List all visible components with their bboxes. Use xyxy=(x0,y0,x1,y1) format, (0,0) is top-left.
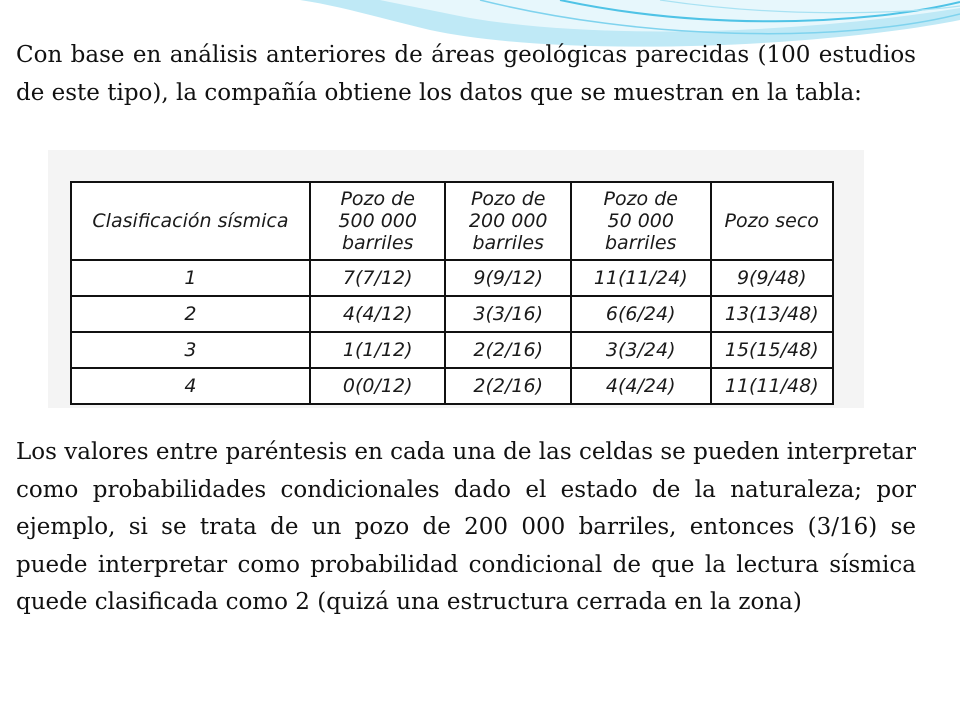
table-cell: 3 xyxy=(71,332,310,368)
table-cell: 7(7/12) xyxy=(310,260,446,296)
table-cell: 1(1/12) xyxy=(310,332,446,368)
table-cell: 2(2/16) xyxy=(445,368,570,404)
table-row xyxy=(71,332,833,368)
explanation-paragraph: Los valores entre paréntesis en cada una de las celdas se pueden interpretar como probabilidades condicionales dado el estado de la naturaleza; por ejemplo, si se trata de un pozo de 200 000 barriles, entonces (3/16) se puede interpretar como probabilidad condicional de que la lectura sísmica quede clasificada como 2 (quizá una estructura cerrada en la zona) xyxy=(16,439,917,615)
table-cell: 4 xyxy=(71,368,310,404)
table-cell: 9(9/12) xyxy=(445,260,570,296)
header-well-50000: Pozo de 50 000 barriles xyxy=(571,182,711,260)
table-cell: 9(9/48) xyxy=(711,260,834,296)
header-well-500000: Pozo de 500 000 barriles xyxy=(310,182,446,260)
table-row xyxy=(71,368,833,404)
table-cell: 6(6/24) xyxy=(571,296,711,332)
header-well-200000: Pozo de 200 000 barriles xyxy=(445,182,570,260)
table-cell: 11(11/24) xyxy=(571,260,711,296)
table-cell: 2(2/16) xyxy=(445,332,570,368)
table-header-row xyxy=(71,182,833,260)
table-cell: 3(3/16) xyxy=(445,296,570,332)
table-row xyxy=(71,260,833,296)
table-cell: 11(11/48) xyxy=(711,368,834,404)
table-cell: 3(3/24) xyxy=(571,332,711,368)
table-cell: 0(0/12) xyxy=(310,368,446,404)
intro-paragraph: Con base en análisis anteriores de áreas geológicas parecidas (100 estudios de este tipo), la compañía obtiene los datos que se muestran en la tabla: xyxy=(16,42,916,106)
header-seismic-classification: Clasificación sísmica xyxy=(71,182,310,260)
table-cell: 4(4/12) xyxy=(310,296,446,332)
table-cell: 1 xyxy=(71,260,310,296)
table-cell: 15(15/48) xyxy=(711,332,834,368)
table-cell: 2 xyxy=(71,296,310,332)
seismic-classification-table xyxy=(70,181,834,405)
table-cell: 4(4/24) xyxy=(571,368,711,404)
table-row xyxy=(71,296,833,332)
header-dry-well: Pozo seco xyxy=(711,182,834,260)
table-cell: 13(13/48) xyxy=(711,296,834,332)
